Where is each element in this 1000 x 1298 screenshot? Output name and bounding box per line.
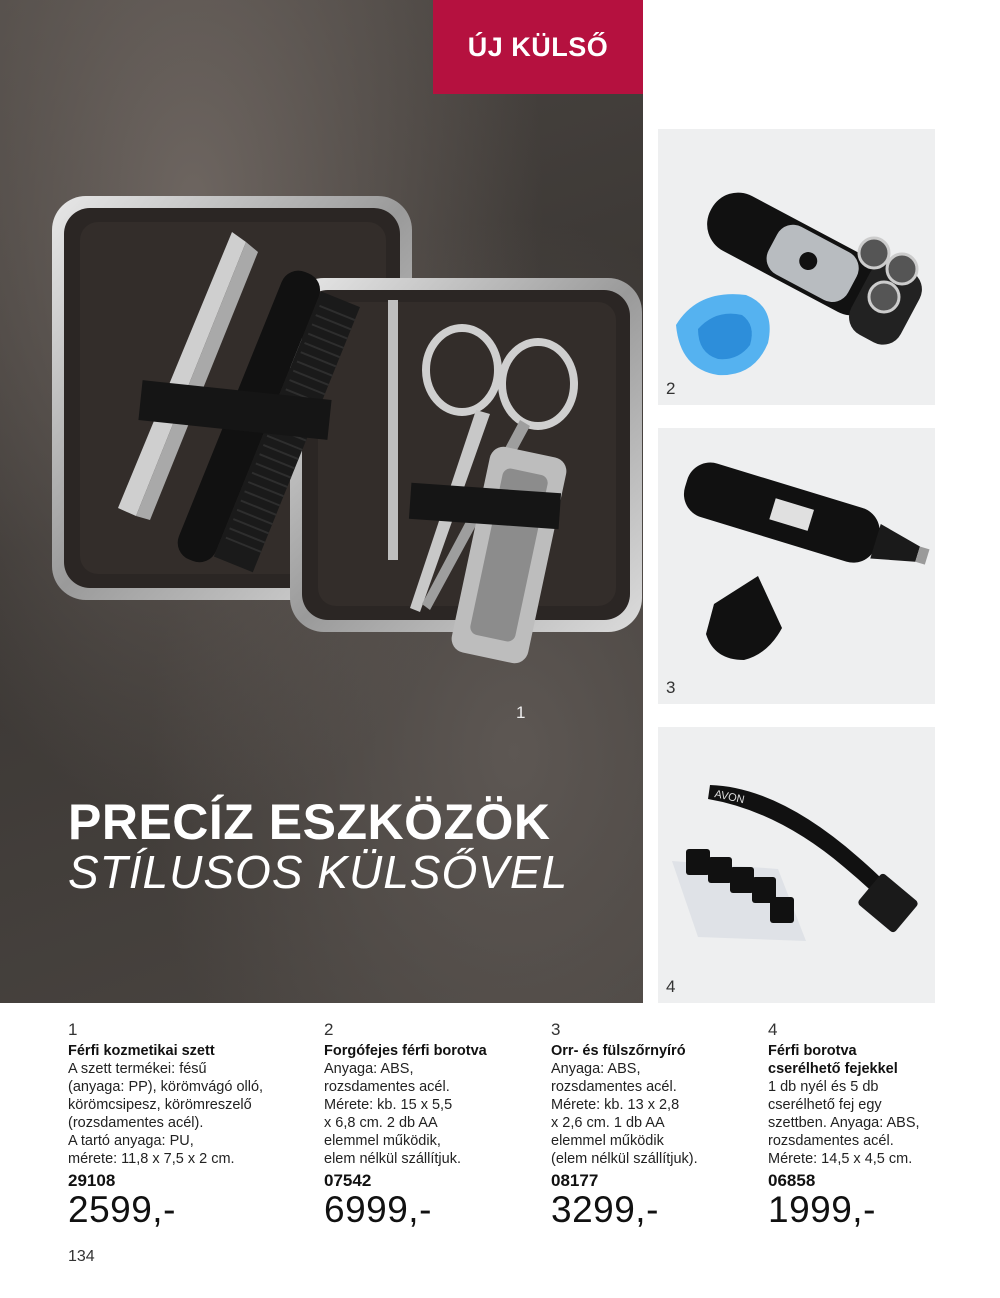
product-code: 07542 [324,1171,372,1190]
description-line: Anyaga: ABS, [551,1061,641,1077]
description-line: A tartó anyaga: PU, [68,1133,194,1149]
product-title [551,1042,766,1060]
rotary-shaver-icon [658,129,935,405]
product-code: 08177 [551,1171,599,1190]
description-line: x 6,8 cm. 2 db AA [324,1115,438,1131]
product-info-1 [68,1020,283,1229]
description-line: x 2,6 cm. 1 db AA [551,1115,665,1131]
new-look-badge: ÚJ KÜLSŐ [433,0,643,94]
description-line: cserélhető fej egy [768,1097,882,1113]
product-title [68,1042,283,1060]
thumb-number-3: 3 [666,678,676,697]
description-line: körömcsipesz, körömreszelő [68,1097,252,1113]
product-code: 29108 [68,1171,116,1190]
product-title-line: cserélhető fejekkel [768,1061,898,1077]
description-line: elem nélkül szállítjuk. [324,1151,461,1167]
product-title-line: Férfi borotva [768,1043,857,1059]
nose-trimmer-icon [658,428,935,704]
product-number: 2 [324,1020,334,1039]
product-number: 3 [551,1020,561,1039]
product-image-shaver [658,129,935,405]
product-number: 1 [68,1020,78,1039]
product-description [68,1060,283,1168]
description-line: szettben. Anyaga: ABS, [768,1115,920,1131]
description-line: A szett termékei: fésű [68,1061,207,1077]
description-line: rozsdamentes acél. [324,1079,450,1095]
headline: PRECÍZ ESZKÖZÖK [68,794,551,850]
product-title-line: Férfi kozmetikai szett [68,1043,215,1059]
hero-image [0,0,643,1003]
thumb-number-4: 4 [666,977,676,996]
description-line: Mérete: kb. 15 x 5,5 [324,1097,453,1113]
product-code: 06858 [768,1171,816,1190]
product-price: 1999,- [768,1189,876,1230]
product-description [324,1060,539,1168]
product-description [768,1078,983,1168]
product-description [551,1060,766,1168]
product-title [768,1042,983,1078]
product-info-3 [551,1020,766,1229]
description-line: (rozsdamentes acél). [68,1115,204,1131]
product-title-line: Orr- és fülszőrnyíró [551,1043,686,1059]
product-image-razor [658,727,935,1003]
product-info-4 [768,1020,983,1229]
description-line: elemmel működik, [324,1133,441,1149]
page-number: 134 [68,1248,95,1265]
product-title-line: Forgófejes férfi borotva [324,1043,487,1059]
product-title [324,1042,539,1060]
description-line: Anyaga: ABS, [324,1061,414,1077]
description-line: rozsdamentes acél. [551,1079,677,1095]
description-line: Mérete: kb. 13 x 2,8 [551,1097,680,1113]
razor-icon [658,727,935,1003]
product-number: 4 [768,1020,778,1039]
description-line: elemmel működik [551,1133,664,1149]
description-line: (anyaga: PP), körömvágó olló, [68,1079,264,1095]
description-line: (elem nélkül szállítjuk). [551,1151,698,1167]
description-line: rozsdamentes acél. [768,1133,894,1149]
subheadline: STÍLUSOS KÜLSŐVEL [68,846,569,898]
description-line: 1 db nyél és 5 db [768,1079,879,1095]
hero-product-number: 1 [516,703,526,722]
description-line: mérete: 11,8 x 7,5 x 2 cm. [68,1151,235,1167]
brand-logo: AVON [713,788,746,807]
product-info-2 [324,1020,539,1229]
description-line: Mérete: 14,5 x 4,5 cm. [768,1151,913,1167]
product-image-trimmer [658,428,935,704]
product-price: 3299,- [551,1189,659,1230]
product-price: 2599,- [68,1189,176,1230]
product-price: 6999,- [324,1189,432,1230]
thumb-number-2: 2 [666,379,676,398]
